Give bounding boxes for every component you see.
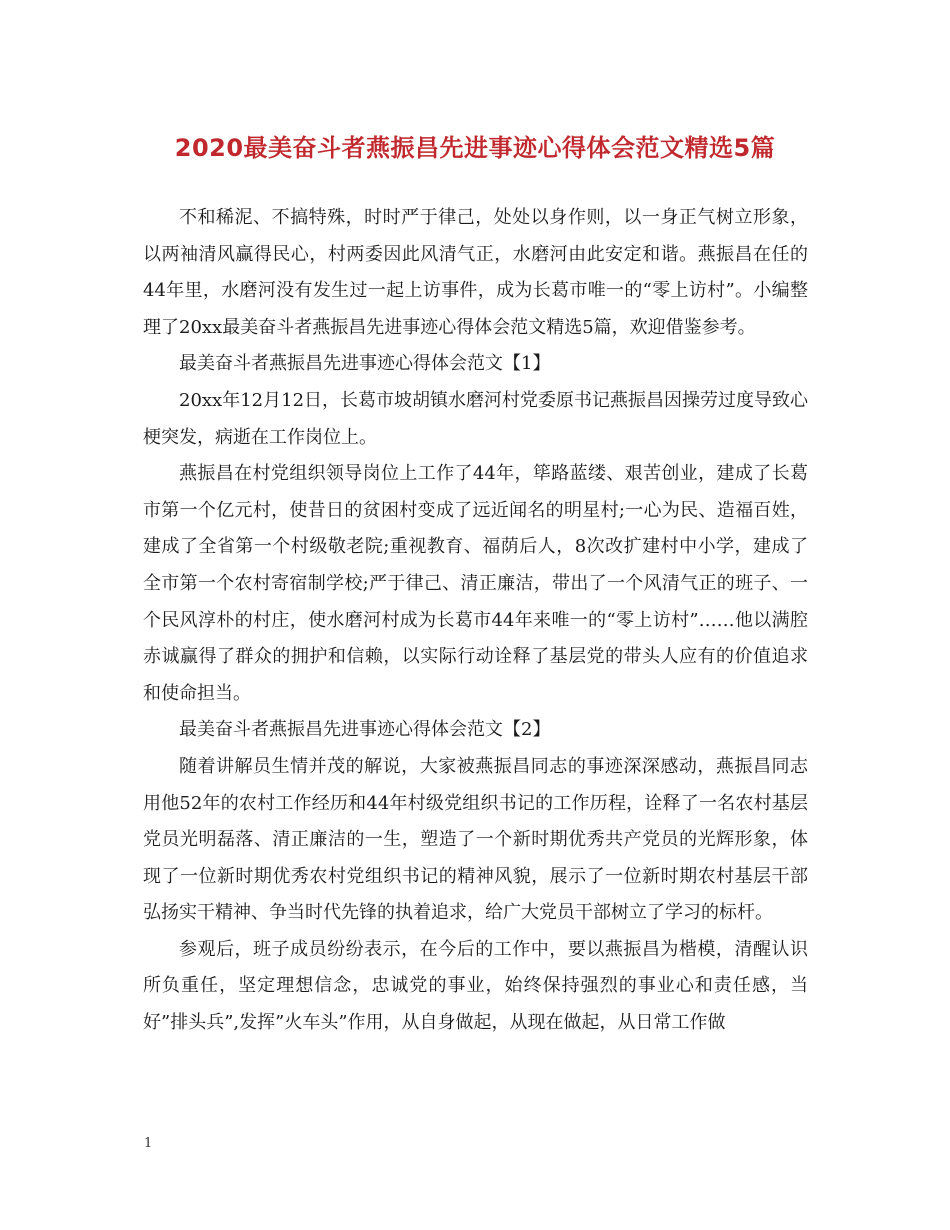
document-title: 2020最美奋斗者燕振昌先进事迹心得体会范文精选5篇 [174, 134, 776, 162]
page-number: 1 [144, 1136, 153, 1151]
body-paragraph: 20xx年12月12日，长葛市坡胡镇水磨河村党委原书记燕振昌因操劳过度导致心梗突发，病逝在工作岗位上。 [143, 389, 809, 448]
intro-paragraph: 不和稀泥、不搞特殊，时时严于律己，处处以身作则，以一身正气树立形象，以两袖清风赢得民心，村两委因此风清气正，水磨河由此安定和谐。燕振昌在任的44年里，水磨河没有发生过一起上访事件，成为长葛市唯一的“零上访村”。小编整理了20xx最美奋斗者燕振昌先进事迹心得体会范文精选5篇，欢迎借鉴参考。 [143, 207, 808, 338]
section-heading-1: 最美奋斗者燕振昌先进事迹心得体会范文【1】 [179, 353, 551, 375]
body-paragraph: 燕振昌在村党组织领导岗位上工作了44年，筚路蓝缕、艰苦创业，建成了长葛市第一个亿元村，使昔日的贫困村变成了远近闻名的明星村;一心为民、造福百姓，建成了全省第一个村级敬老院;重视教育、福荫后人，8次改扩建村中小学，建成了全市第一个农村寄宿制学校;严于律己、清正廉洁，带出了一个风清气正的班子、一个民风淳朴的村庄，使水磨河村成为长葛市44年来唯一的“零上访村”……他以满腔赤诚赢得了群众的拥护和信赖，以实际行动诠释了基层党的带头人应有的价值追求和使命担当。 [143, 463, 808, 704]
body-paragraph: 参观后，班子成员纷纷表示，在今后的工作中，要以燕振昌为楷模，清醒认识所负重任，坚定理想信念，忠诚党的事业，始终保持强烈的事业心和责任感，当好”排头兵”,发挥”火车头”作用，从自身做起，从现在做起，从日常工作做 [143, 938, 808, 1034]
document-body [143, 200, 808, 1042]
section-heading-2: 最美奋斗者燕振昌先进事迹心得体会范文【2】 [179, 719, 551, 741]
body-paragraph: 随着讲解员生情并茂的解说，大家被燕振昌同志的事迹深深感动，燕振昌同志用他52年的农村工作经历和44年村级党组织书记的工作历程，诠释了一名农村基层党员光明磊落、清正廉洁的一生，塑造了一个新时期优秀共产党员的光辉形象，体现了一位新时期优秀农村党组织书记的精神风貌，展示了一位新时期农村基层干部弘扬实干精神、争当时代先锋的执着追求，给广大党员干部树立了学习的标杆。 [143, 755, 808, 924]
